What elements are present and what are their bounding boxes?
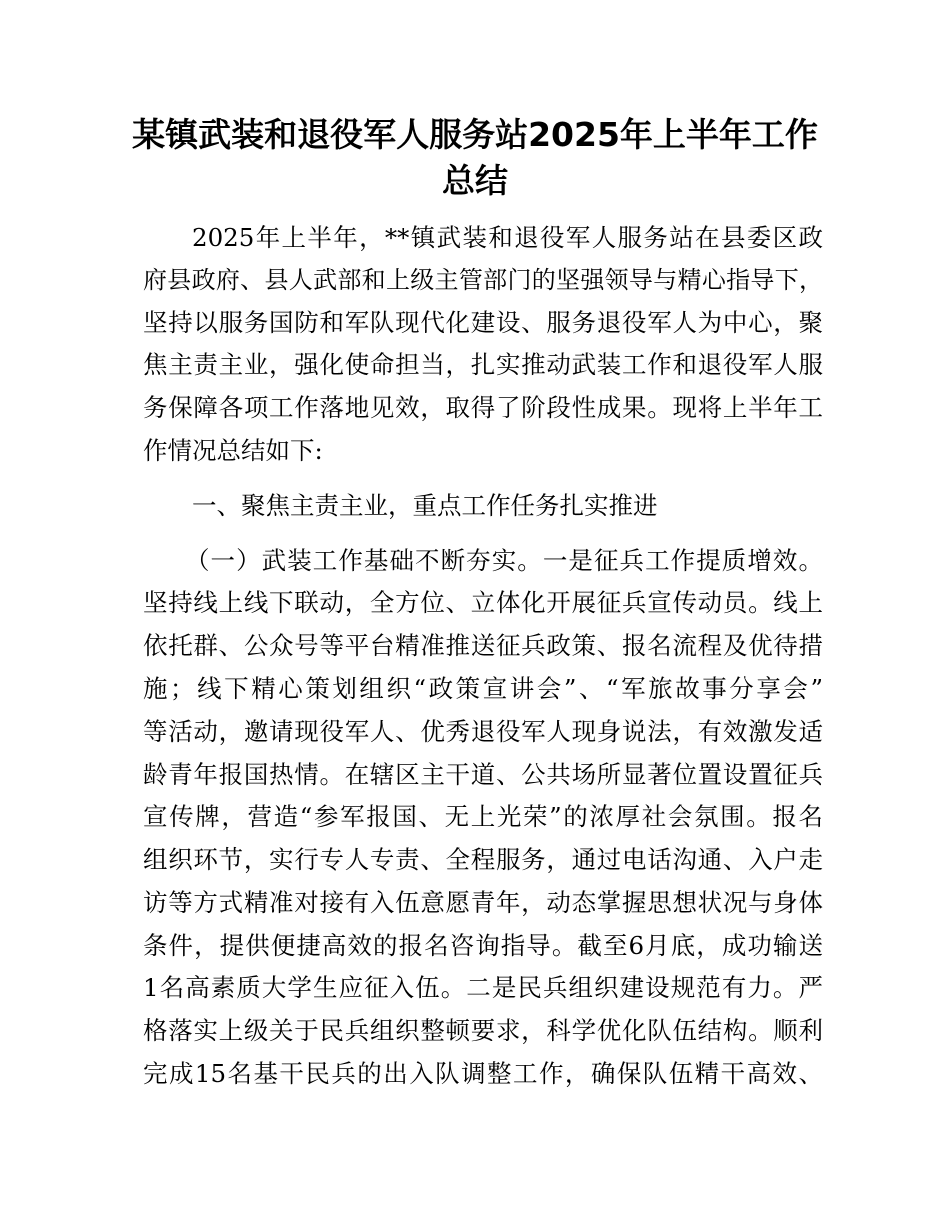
paragraph-line: 府县政府、县人武部和上级主管部门的坚强领导与精心指导下， xyxy=(143,266,823,294)
document-title-line-2: 总结 xyxy=(442,161,508,200)
paragraph-line: 格落实上级关于民兵组织整顿要求，科学优化队伍结构。顺利 xyxy=(143,1016,823,1045)
section-heading: 一、聚焦主责主业，重点工作任务扎实推进 xyxy=(192,491,658,520)
document-title-line-1: 某镇武装和退役军人服务站2025年上半年工作 xyxy=(132,115,818,154)
paragraph-line: 施；线下精心策划组织“政策宣讲会”、“军旅故事分享会” xyxy=(143,674,823,703)
paragraph-line: 坚持以服务国防和军队现代化建设、服务退役军人为中心，聚 xyxy=(143,308,823,337)
paragraph-line: 坚持线上线下联动，全方位、立体化开展征兵宣传动员。线上 xyxy=(143,588,823,617)
paragraph-line: （一）武装工作基础不断夯实。一是征兵工作提质增效。 xyxy=(185,546,823,575)
paragraph-line: 务保障各项工作落地见效，取得了阶段性成果。现将上半年工 xyxy=(143,393,823,422)
paragraph-line: 条件，提供便捷高效的报名咨询指导。截至6月底，成功输送 xyxy=(143,931,823,960)
paragraph-line: 访等方式精准对接有入伍意愿青年，动态掌握思想状况与身体 xyxy=(143,888,823,917)
paragraph-line: 1名高素质大学生应征入伍。二是民兵组织建设规范有力。严 xyxy=(143,973,823,1002)
paragraph-line: 等活动，邀请现役军人、优秀退役军人现身说法，有效激发适 xyxy=(143,717,823,746)
paragraph-line: 作情况总结如下: xyxy=(143,436,323,465)
paragraph-line: 宣传牌，营造“参军报国、无上光荣”的浓厚社会氛围。报名 xyxy=(143,802,823,831)
paragraph-line: 焦主责主业，强化使命担当，扎实推动武装工作和退役军人服 xyxy=(143,350,823,379)
paragraph-line: 完成15名基干民兵的出入队调整工作，确保队伍精干高效、 xyxy=(143,1059,823,1088)
paragraph-line: 依托群、公众号等平台精准推送征兵政策、报名流程及优待措 xyxy=(143,631,823,660)
paragraph-line: 龄青年报国热情。在辖区主干道、公共场所显著位置设置征兵 xyxy=(143,760,823,789)
paragraph-line: 2025年上半年，**镇武装和退役军人服务站在县委区政 xyxy=(192,223,823,252)
paragraph-line: 组织环节，实行专人专责、全程服务，通过电话沟通、入户走 xyxy=(143,845,823,874)
